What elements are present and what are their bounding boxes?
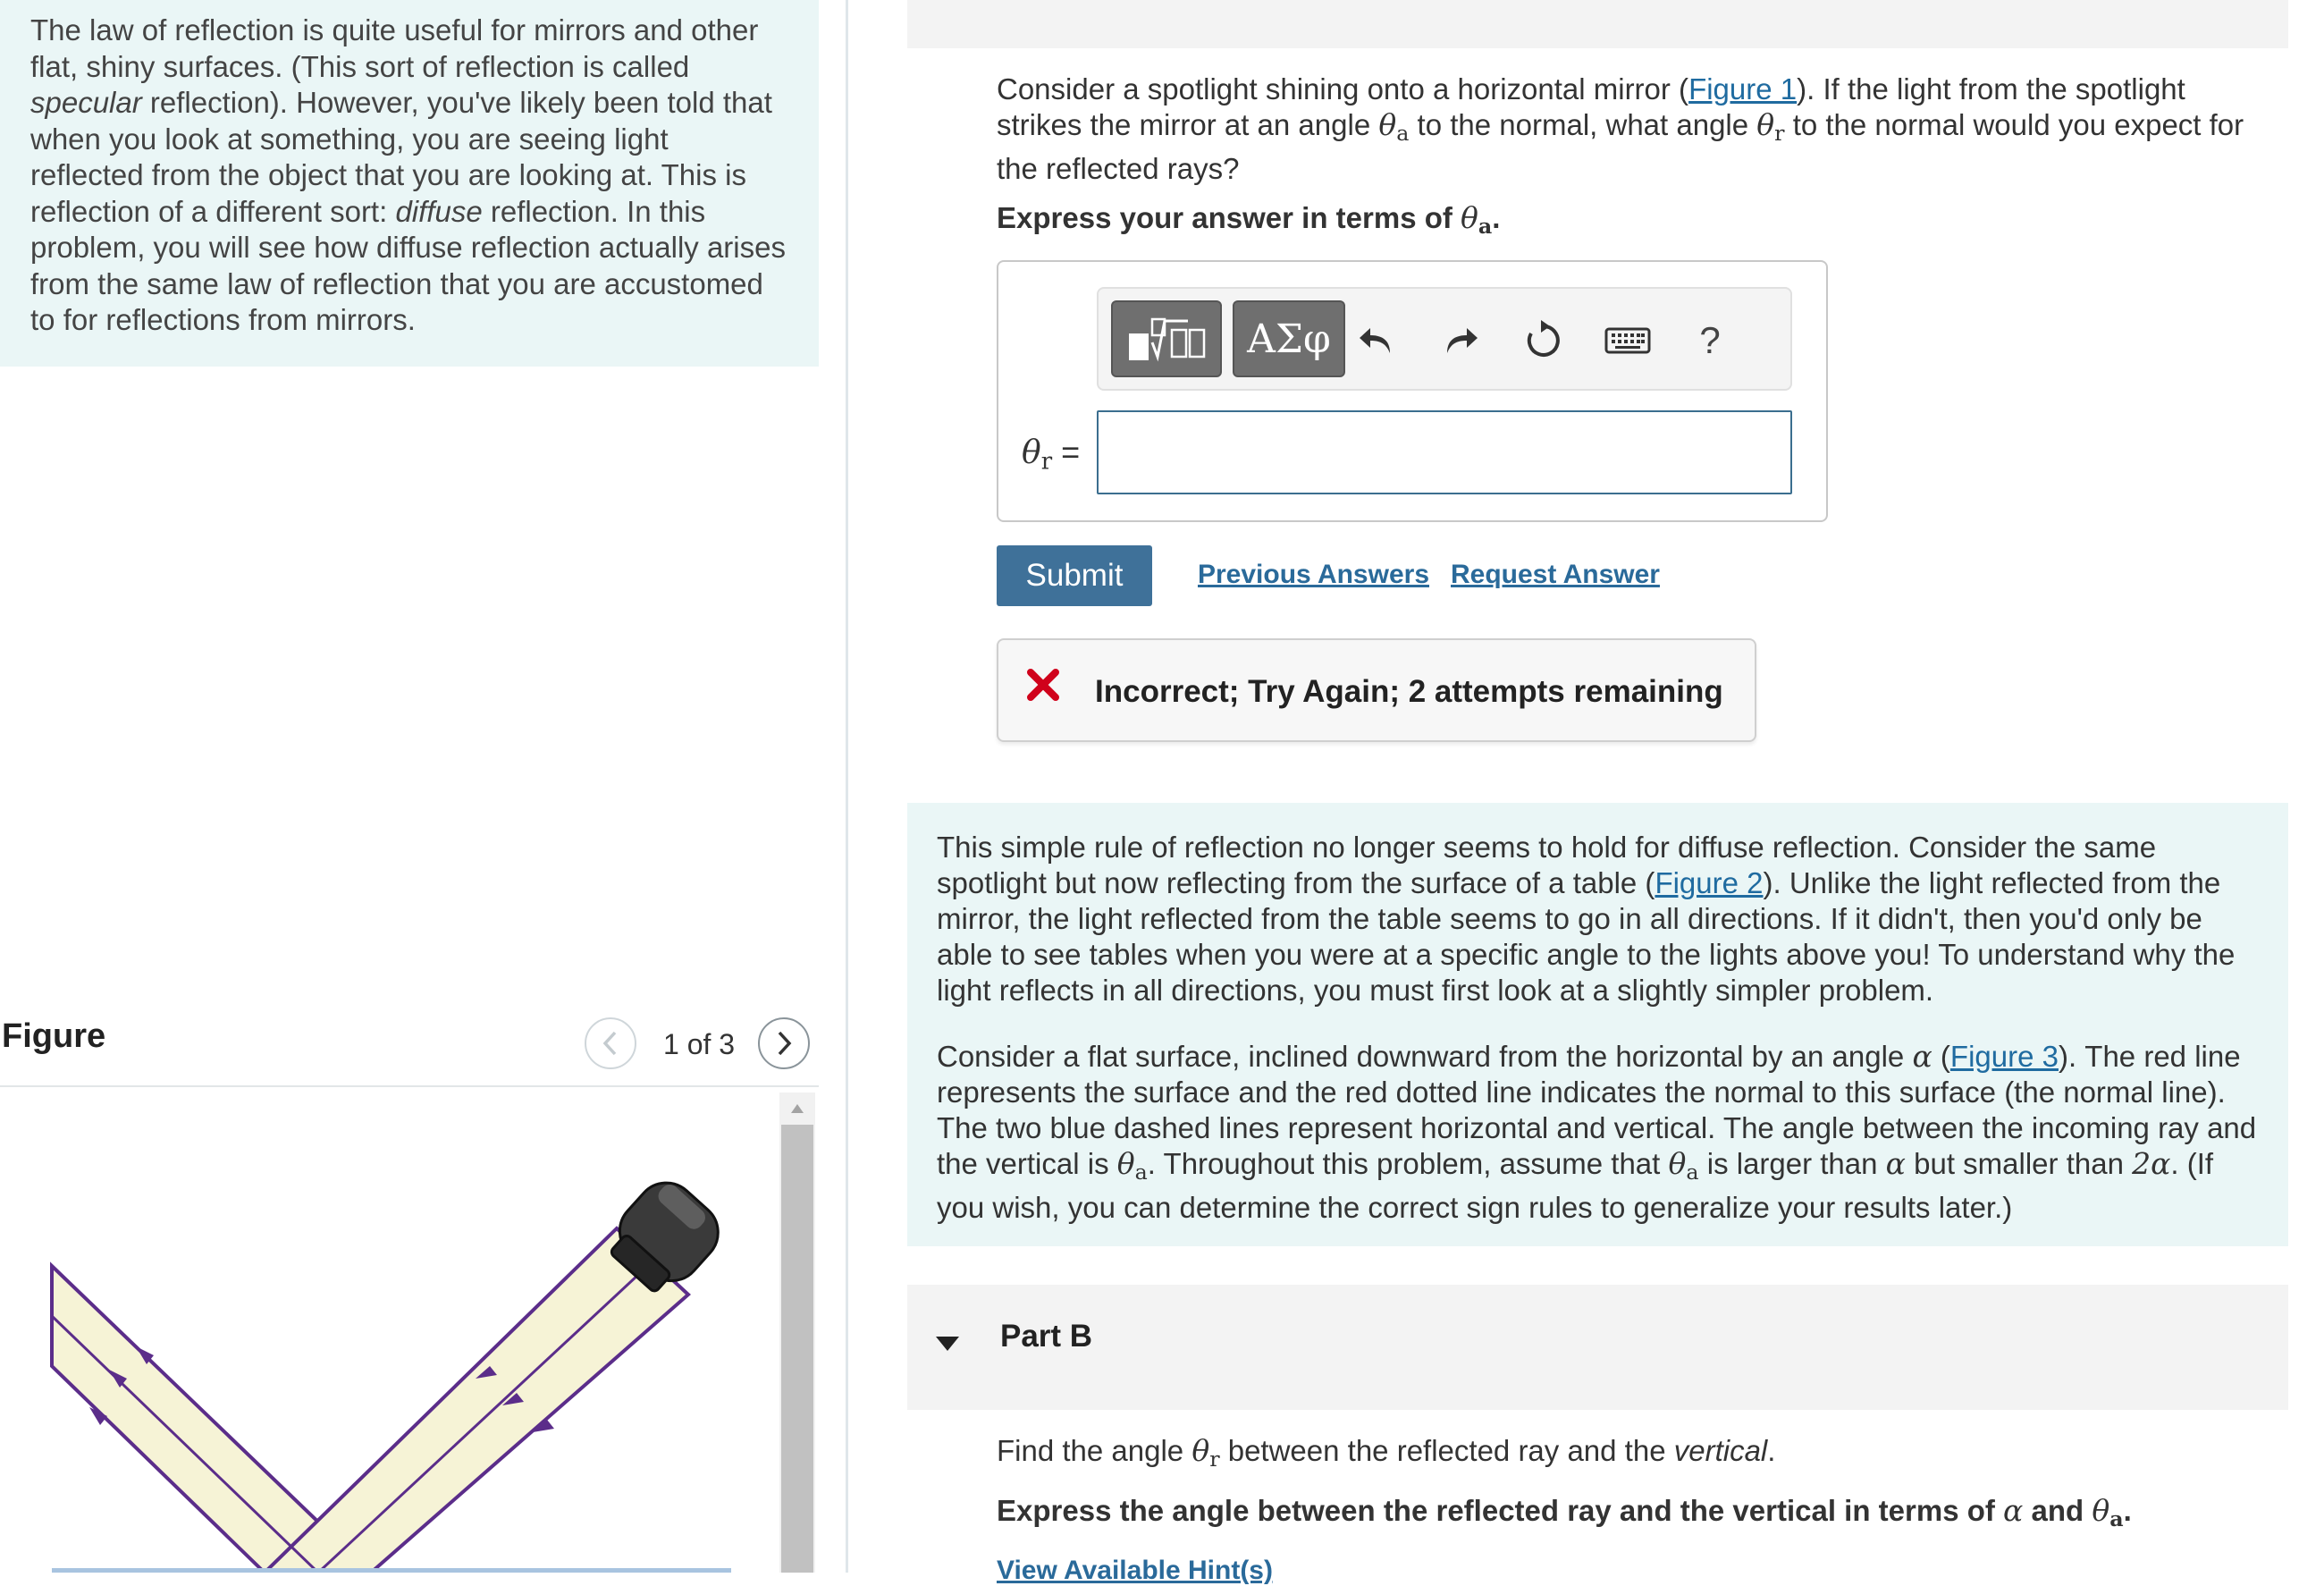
view-hints-link[interactable]: View Available Hint(s) bbox=[997, 1556, 1273, 1585]
figure-scrollbar[interactable] bbox=[779, 1092, 815, 1573]
chevron-left-icon bbox=[601, 1030, 620, 1057]
part-a-header-strip bbox=[907, 0, 2288, 48]
intro-emphasis-specular: specular bbox=[30, 86, 142, 119]
figure-counter: 1 of 3 bbox=[663, 1028, 736, 1060]
part-b-express-instruction: Express the angle between the reflected ray and the vertical in terms of α and $\theta_a$. bbox=[997, 1493, 2132, 1531]
figure-2-link[interactable]: Figure 2 bbox=[1655, 866, 1764, 899]
intro-text-3: reflection. In this problem, you will see how diffuse reflection actually arises from the same law of reflection that you are accustomed to for reflections from mirrors. bbox=[30, 194, 786, 336]
previous-answers-link[interactable]: Previous Answers bbox=[1198, 560, 1429, 589]
chevron-right-icon bbox=[774, 1030, 794, 1057]
figure-prev-button[interactable] bbox=[585, 1017, 636, 1069]
mirror-surface bbox=[52, 1568, 731, 1573]
templates-button[interactable] bbox=[1111, 300, 1222, 377]
intro-text-1: The law of reflection is quite useful for mirrors and other flat, shiny surfaces. (This sort of reflection is called bbox=[30, 13, 759, 83]
reset-icon[interactable] bbox=[1517, 314, 1570, 367]
problem-intro-text bbox=[30, 13, 788, 339]
figure-1-link[interactable]: Figure 1 bbox=[1688, 72, 1798, 105]
panel-divider bbox=[846, 0, 848, 1573]
triangle-down-icon[interactable] bbox=[934, 1335, 961, 1353]
request-answer-link[interactable]: Request Answer bbox=[1451, 560, 1660, 589]
figure-next-button[interactable] bbox=[758, 1017, 810, 1069]
answer-input[interactable] bbox=[1097, 410, 1792, 494]
incident-ray-middle bbox=[318, 1261, 653, 1573]
part-b-intro-paragraph-2: Consider a flat surface, inclined downward from the horizontal by an angle α (Figure 3). The red line represents the surface and the red dotted line indicates the normal to this surface (the normal line). The two blue dashed lines represent horizontal and vertical. The angle between the incoming ray and the vertical is $\theta_a$. Throughout this problem, assume that $\theta_a$ is larger than α but smaller than 2α. (If you wish, you can determine the correct sign rules to generalize your results later.) bbox=[937, 1039, 2257, 1224]
figure-header bbox=[0, 1008, 819, 1089]
problem-intro bbox=[0, 0, 819, 367]
part-a-express-instruction: Express your answer in terms of $\theta_a$. bbox=[997, 200, 1501, 239]
answer-label: $\theta_r$ = bbox=[1022, 434, 1081, 476]
keyboard-icon[interactable] bbox=[1601, 314, 1655, 367]
part-b-header[interactable] bbox=[907, 1285, 2288, 1410]
symbols-button[interactable]: ΑΣφ bbox=[1233, 300, 1345, 377]
undo-icon[interactable] bbox=[1351, 314, 1404, 367]
figure-image bbox=[0, 1087, 778, 1573]
part-b-intro-paragraph-1: This simple rule of reflection no longer seems to hold for diffuse reflection. Consider the same spotlight but now reflecting from the surface of a table (Figure 2). Unlike the light reflected from the mirror, the light reflected from the table seems to go in all directions. If it didn't, then you'd only be able to see tables when you were at a specific angle to the lights above you! To understand why the light reflects in all directions, you must first look at a slightly simpler problem. bbox=[937, 831, 2236, 1007]
scroll-up-arrow-icon[interactable] bbox=[779, 1092, 815, 1125]
templates-icon bbox=[1122, 312, 1211, 366]
math-toolbar bbox=[1097, 287, 1792, 391]
part-b-title: Part B bbox=[1000, 1319, 1093, 1354]
part-a-question: Consider a spotlight shining onto a horizontal mirror (Figure 1). If the light from the spotlight strikes the mirror at an angle $\theta_a$ to the normal, what angle $\theta_r$ to the normal would you expect for the reflected rays? bbox=[997, 72, 2244, 185]
figure-title: Figure bbox=[2, 1017, 106, 1055]
part-b-intro bbox=[907, 803, 2288, 1246]
spotlight-mirror-figure bbox=[0, 1087, 778, 1573]
feedback-message bbox=[997, 638, 1756, 742]
redo-icon[interactable] bbox=[1433, 314, 1486, 367]
answer-entry-box bbox=[997, 260, 1828, 522]
part-b-question: Find the angle $\theta_r$ between the reflected ray and the vertical. bbox=[997, 1433, 1776, 1472]
submit-button[interactable]: Submit bbox=[997, 545, 1152, 606]
feedback-text: Incorrect; Try Again; 2 attempts remaining bbox=[1095, 674, 1723, 709]
reflected-ray-middle bbox=[52, 1316, 318, 1573]
scrollbar-thumb[interactable] bbox=[781, 1125, 813, 1573]
x-mark-icon bbox=[1025, 667, 1061, 703]
figure-3-link[interactable]: Figure 3 bbox=[1949, 1040, 2059, 1073]
intro-text-2: reflection). However, you've likely been told that when you look at something, you are seeing light reflected from the object that you are looking at. This is reflection of a different sort: bbox=[30, 86, 772, 228]
intro-emphasis-diffuse: diffuse bbox=[395, 194, 483, 228]
incident-beam bbox=[265, 1228, 688, 1573]
help-button[interactable]: ? bbox=[1699, 319, 1721, 361]
